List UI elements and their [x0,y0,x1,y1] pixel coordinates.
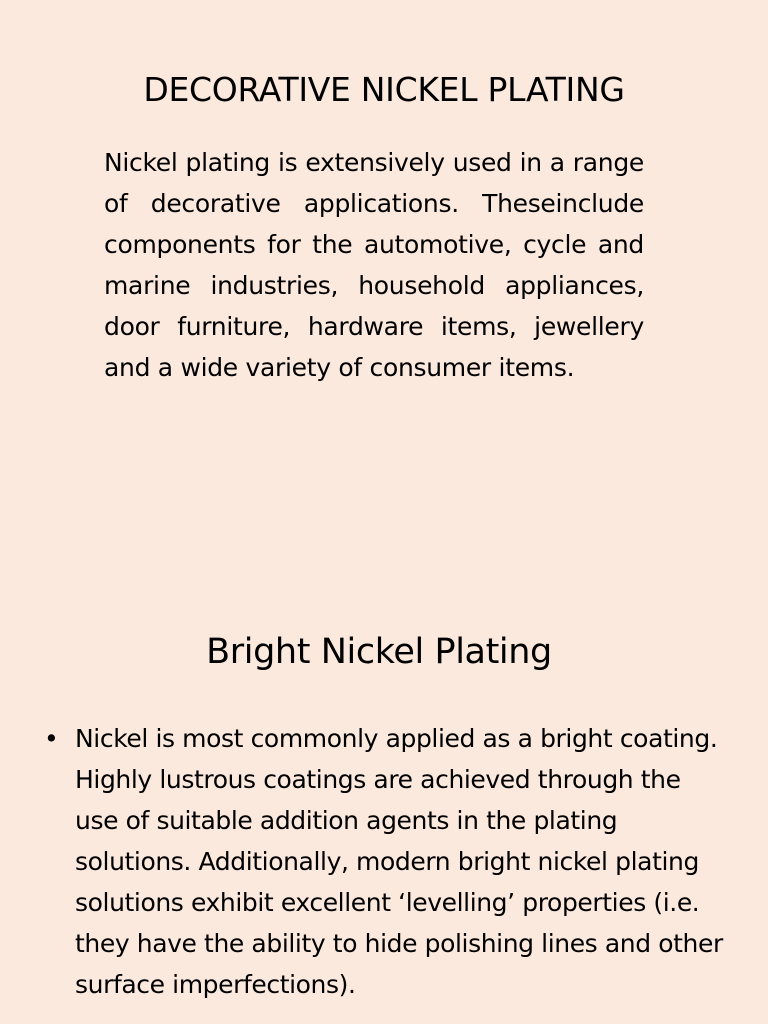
slide-title: Bright Nickel Plating [206,632,552,672]
slide-bright-nickel-plating [0,512,768,1024]
bullet-icon: • [44,724,59,753]
bullet-text: Nickel is most commonly applied as a bright coating. Highly lustrous coatings are achieved through the use of suitable addition agents in the plating solutions. Additionally, modern bright nickel plating solutions exhibit excellent ‘levelling’ properties (i.e. they have the ability to hide polishing lines and other surface imperfections). [75,724,723,999]
slide-title: DECORATIVE NICKEL PLATING [143,70,625,109]
bullet-list-item [44,718,724,1005]
slide-body-text: Nickel plating is extensively used in a range of decorative applications. Theseinclude components for the automotive, cycle and marine industries, household appliances, door furniture, hardware items, jewellery and a wide variety of consumer items. [104,148,644,382]
